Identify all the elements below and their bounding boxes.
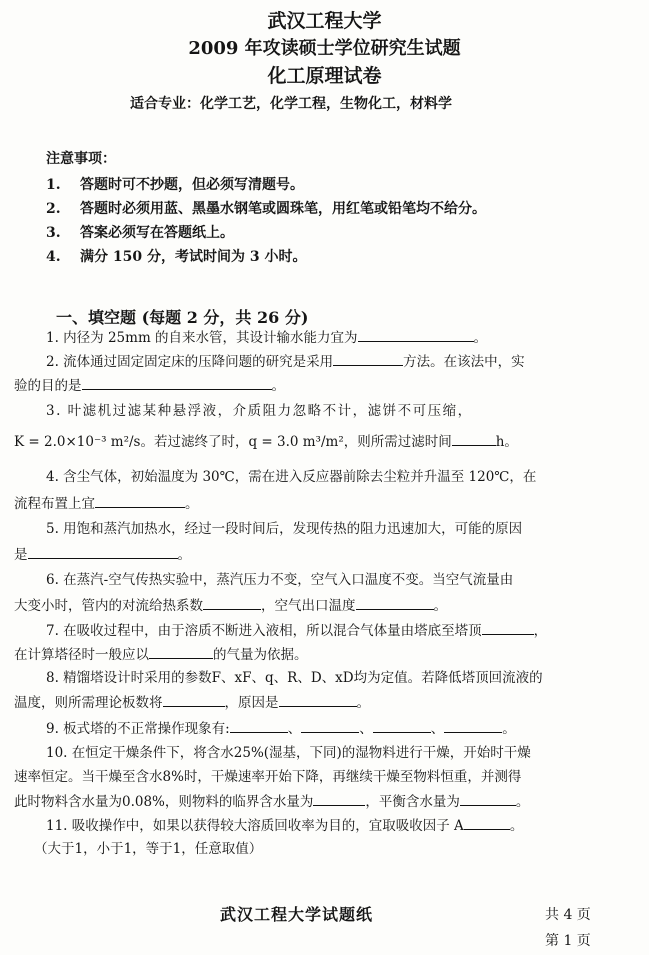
answer-blank[interactable] (149, 646, 213, 659)
question-2-cont: 验的目的是 。 (14, 378, 285, 394)
answer-blank[interactable] (203, 597, 261, 610)
question-10-cont: 速率恒定。当干燥至含水8%时，干燥速率开始下降，再继续干燥至物料恒重，并测得 (14, 769, 522, 785)
question-3: 3. 叶滤机过滤某种悬浮液，介质阻力忽略不计，滤饼不可压缩， (46, 403, 473, 419)
question-10-cont: 此时物料含水量为0.08%，则物料的临界含水量为 ，平衡含水量为 。 (14, 794, 530, 810)
question-11: 11. 吸收操作中，如果以获得较大溶质回收率为目的，宜取吸收因子 A 。 (46, 818, 524, 834)
question-4: 4. 含尘气体，初始温度为 30℃，需在进入反应器前除去尘粒并升温至 120℃，在 (46, 469, 537, 485)
note-item: 3. 答案必须写在答题纸上。 (46, 225, 234, 241)
section-title: 一、填空题 (每题 2 分，共 26 分) (56, 308, 309, 327)
answer-blank[interactable] (373, 720, 431, 733)
answer-blank[interactable] (356, 597, 434, 610)
question-9: 9. 板式塔的不正常操作现象有: 、 、 、 。 (46, 721, 516, 737)
answer-blank[interactable] (301, 720, 359, 733)
note-item: 4. 满分 150 分，考试时间为 3 小时。 (46, 249, 307, 265)
university-name: 武汉工程大学 (267, 10, 382, 32)
page-total: 共 4 页 (545, 907, 591, 923)
question-8: 8. 精馏塔设计时采用的参数F、xF、q、R、D、xD均为定值。若降低塔顶回流液的 (46, 670, 543, 686)
answer-blank[interactable] (333, 353, 403, 366)
applicable-majors: 适合专业：化学工艺，化学工程，生物化工，材料学 (130, 96, 452, 112)
question-6-cont: 大变小时，管内的对流给热系数 ，空气出口温度 。 (14, 598, 447, 614)
question-5-cont: 是 。 (14, 547, 191, 563)
paper-title: 化工原理试卷 (267, 65, 382, 87)
question-8-cont: 温度，则所需理论板数将 ，原因是 。 (14, 695, 370, 711)
answer-blank[interactable] (444, 720, 502, 733)
question-10: 10. 在恒定干燥条件下，将含水25%(湿基，下同)的湿物料进行干燥，开始时干燥 (46, 745, 531, 761)
answer-blank[interactable] (313, 793, 365, 806)
footer-title: 武汉工程大学试题纸 (220, 905, 374, 924)
answer-blank[interactable] (460, 793, 516, 806)
note-item: 1. 答题时可不抄题，但必须写清题号。 (46, 177, 304, 193)
question-3-cont: K = 2.0×10⁻³ m²/s。若过滤终了时，q = 3.0 m³/m²，则所需过滤时间 h。 (14, 434, 518, 450)
question-7: 7. 在吸收过程中，由于溶质不断进入液相，所以混合气体量由塔底至塔顶 ， (46, 623, 548, 639)
question-7-cont: 在计算塔径时一般应以 的气量为依据。 (14, 647, 308, 663)
answer-blank[interactable] (464, 817, 510, 830)
answer-blank[interactable] (82, 377, 272, 390)
answer-blank[interactable] (452, 433, 496, 446)
question-6: 6. 在蒸汽-空气传热实验中，蒸汽压力不变，空气入口温度不变。当空气流量由 (46, 572, 514, 588)
question-1: 1. 内径为 25mm 的自来水管，其设计输水能力宜为 。 (46, 330, 488, 346)
notes-title: 注意事项： (46, 151, 116, 167)
page-number: 第 1 页 (545, 933, 591, 949)
answer-blank[interactable] (230, 720, 288, 733)
answer-blank[interactable] (279, 694, 357, 707)
answer-blank[interactable] (95, 495, 185, 508)
question-5: 5. 用饱和蒸汽加热水，经过一段时间后，发现传热的阻力迅速加大，可能的原因 (46, 521, 523, 537)
question-11-options: （大于1，小于1，等于1，任意取值） (34, 841, 263, 857)
answer-blank[interactable] (358, 329, 474, 342)
exam-title: 2009 年攻读硕士学位研究生试题 (188, 38, 461, 59)
answer-blank[interactable] (163, 694, 225, 707)
answer-blank[interactable] (28, 546, 178, 559)
answer-blank[interactable] (482, 622, 534, 635)
question-4-cont: 流程布置上宜 。 (14, 496, 199, 512)
question-2: 2. 流体通过固定固定床的压降问题的研究是采用 方法。在该法中，实 (46, 354, 525, 370)
note-item: 2. 答题时必须用蓝、黑墨水钢笔或圆珠笔，用红笔或铅笔均不给分。 (46, 201, 486, 217)
